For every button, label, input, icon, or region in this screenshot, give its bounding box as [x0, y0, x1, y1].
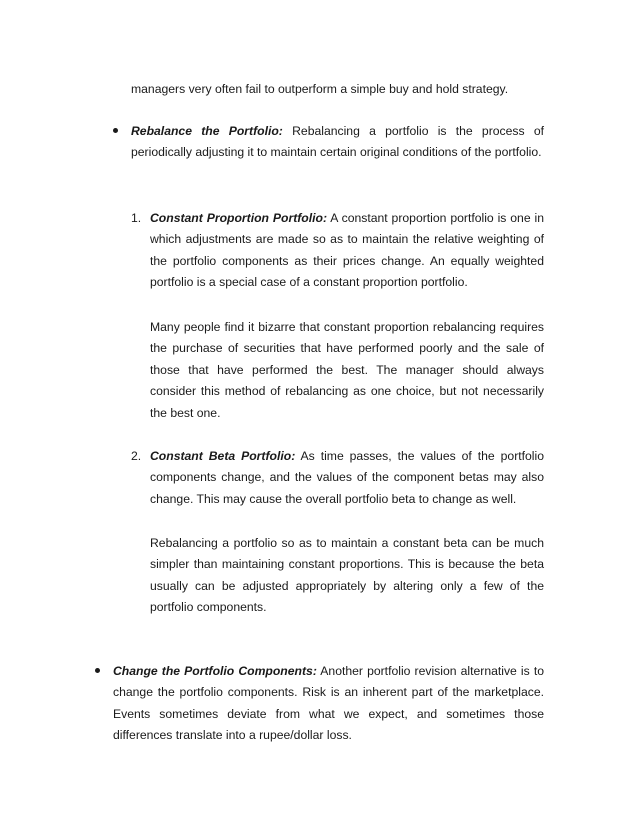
list-number-2: 2. — [131, 449, 142, 463]
change-components-paragraph — [113, 661, 544, 747]
constant-proportion-term: Constant Proportion Portfolio: — [150, 211, 328, 225]
change-components-text: Another portfolio revision alternative is to change the portfolio components. Risk is an inherent part of the marketplace. Events sometimes deviate from what we expect, and sometimes those differences translate into a rupee/dollar loss. — [113, 664, 544, 743]
bullet-icon — [113, 128, 118, 133]
list-number-1: 1. — [131, 211, 142, 225]
change-components-term: Change the Portfolio Components: — [113, 664, 317, 678]
constant-beta-text: As time passes, the values of the portfolio components change, and the values of the component betas may also change. This may cause the overall portfolio beta to change as well. — [150, 449, 544, 506]
rebalance-text: Rebalancing a portfolio is the process of periodically adjusting it to maintain certain original conditions of the portfolio. — [131, 124, 544, 160]
constant-beta-term: Constant Beta Portfolio: — [150, 449, 296, 463]
rebalance-term: Rebalance the Portfolio: — [131, 124, 283, 138]
constant-beta-paragraph — [150, 446, 544, 510]
constant-proportion-paragraph — [150, 208, 544, 294]
constant-beta-followup: Rebalancing a portfolio so as to maintain a constant beta can be much simpler than maintaining constant proportions. This is because the beta usually can be adjusted appropriately by altering only a few of the portfolio components. — [150, 536, 544, 615]
constant-proportion-followup: Many people find it bizarre that constant proportion rebalancing requires the purchase of securities that have performed poorly and the sale of those that have performed the best. The manager should always consider this method of rebalancing as one choice, but not necessarily the best one. — [150, 320, 544, 420]
constant-proportion-text: A constant proportion portfolio is one in which adjustments are made so as to maintain the relative weighting of the portfolio components as their prices change. An equally weighted portfolio is a special case of a constant proportion portfolio. — [150, 211, 544, 290]
bullet-icon — [95, 668, 100, 673]
rebalance-paragraph — [131, 121, 544, 164]
intro-line: managers very often fail to outperform a simple buy and hold strategy. — [131, 82, 509, 96]
